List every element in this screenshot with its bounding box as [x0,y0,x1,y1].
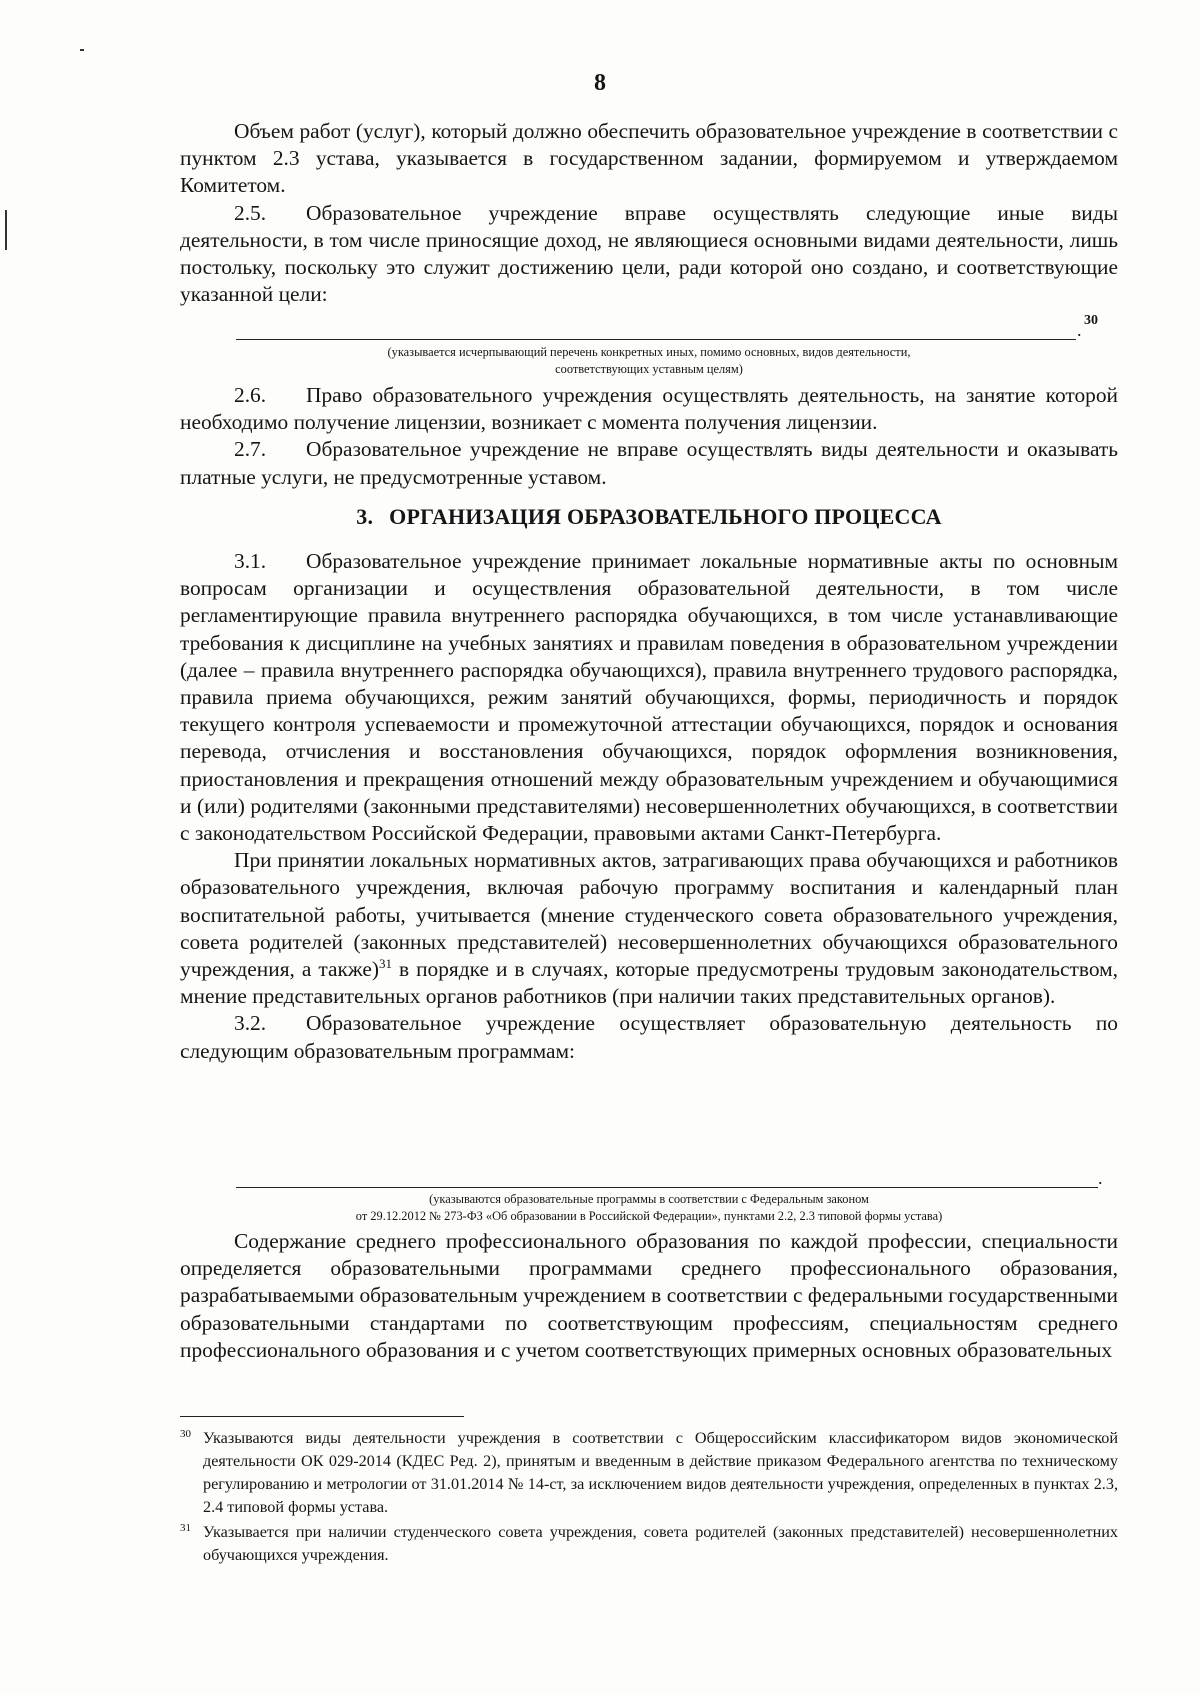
paragraph-text: Образовательное учреждение осуществляет образовательную деятельность по следующим образовательным программам: [180,1011,1118,1063]
paragraph-3-2 [180,1010,1118,1064]
paragraph-text: Образовательное учреждение принимает локальные нормативные акты по основным вопросам организации и осуществления образовательной деятельности, в том числе регламентирующие правила внутреннего распорядка обучающихся, в том числе устанавливающие требования к дисциплине на учебных занятиях и правилам поведения в образовательном учреждении (далее – правила внутреннего распорядка обучающихся), правила внутреннего трудового распорядка, правила приема обучающихся, режим занятий обучающихся, формы, периодичность и порядок текущего контроля успеваемости и промежуточной аттестации обучающихся, порядок и основания перевода, отчисления и восстановления обучающихся, порядок оформления возникновения, приостановления и прекращения отношений между образовательным учреждением и обучающимися и (или) родителями (законными представителями) несовершеннолетних обучающихся, в соответствии с законодательством Российской Федерации, правовыми актами Санкт-Петербурга. [180,549,1118,846]
caption-line: от 29.12.2012 № 273-ФЗ «Об образовании в Российской Федерации», пунктами 2.2, 2.3 типовой формы устава) [355,1209,943,1223]
fill-in-end-mark: . [1077,320,1082,340]
body-block-1 [180,118,1118,308]
page-number: 8 [594,70,606,96]
caption-line: соответствующих уставным целям) [555,362,743,376]
body-block-3 [180,548,1118,1065]
paragraph-2-6 [180,382,1118,436]
paragraph-text: в порядке и в случаях, которые предусмотрены трудовым законодательством, мнение представительных органов работников (при наличии таких представительных органов). [180,957,1119,1009]
footnote-mark: 30 [180,1428,191,1440]
fill-in-end-mark: . [1098,1168,1103,1188]
paragraph-text: Образовательное учреждение вправе осуществлять следующие иные виды деятельности, в том числе приносящие доход, не являющиеся основными видами деятельности, лишь постольку, поскольку это служит достижению цели, ради которой оно создано, и соответствующие указанной цели: [180,200,1118,307]
caption-line: (указывается исчерпывающий перечень конкретных иных, помимо основных, видов деятельности, [387,345,911,359]
paragraph-number: 3.2. [234,1011,267,1036]
footnote-ref-30: 30 [1084,313,1098,328]
fill-in-caption-activities [180,344,1118,378]
paragraph-number: 3.1. [234,549,267,573]
paragraph-3-1 [180,548,1118,847]
paragraph-text: Образовательное учреждение не вправе осуществлять виды деятельности и оказывать платные услуги, не предусмотренные уставом. [180,437,1118,489]
paragraph-content: Содержание среднего профессионального образования по каждой профессии, специальности определяется образовательными программами среднего профессионального образования, разрабатываемыми образовательным учреждением в соответствии с федеральными государственными образовательными стандартами по соответствующим профессиям, специальностям среднего профессионального образования и с учетом соответствующих примерных основных образовательных [180,1229,1118,1362]
footnote-ref-31: 31 [378,955,392,971]
paragraph-local-acts [180,847,1118,1010]
footnote-text: Указывается при наличии студенческого совета учреждения, совета родителей (законных представителей) несовершеннолетних обучающихся учреждения. [203,1523,1118,1564]
footnote-mark: 31 [180,1522,191,1534]
caption-line: (указываются образовательные программы в соответствии с Федеральным законом [429,1192,869,1206]
section-number: 3. [356,504,374,529]
fill-in-line-activities [236,339,1076,340]
scan-artifact-edge [5,210,7,250]
paragraph-text: При принятии локальных нормативных актов, затрагивающих права обучающихся и работников образовательного учреждения, включая рабочую программу воспитания и календарный план воспитательной работы, учитывается (мнение студенческого совета образовательного учреждения, совета родителей (законных представителей) несовершеннолетних обучающихся образовательного учреждения, а также) [180,848,1118,982]
footnote-31 [180,1521,1118,1567]
paragraph-number: 2.6. [234,383,267,407]
paragraph-number: 2.5. [234,200,267,225]
footnotes [180,1427,1118,1567]
paragraph-2-5 [180,200,1118,309]
fill-in-line-programs [236,1187,1098,1188]
section-heading [180,504,1118,530]
body-block-2 [180,382,1118,491]
section-title: ОРГАНИЗАЦИЯ ОБРАЗОВАТЕЛЬНОГО ПРОЦЕССА [389,504,942,529]
body-block-4 [180,1228,1118,1364]
paragraph-intro: Объем работ (услуг), который должно обеспечить образовательное учреждение в соответствии с пунктом 2.3 устава, указывается в государственном задании, формируемом и утверждаемом Комитетом. [180,119,1118,198]
fill-in-caption-programs [180,1191,1118,1225]
footnote-30 [180,1427,1118,1519]
footnote-divider [180,1416,464,1417]
paragraph-number: 2.7. [234,437,267,462]
paragraph-text: Право образовательного учреждения осуществлять деятельность, на занятие которой необходимо получение лицензии, возникает с момента получения лицензии. [180,383,1118,435]
scan-artifact-dot [80,49,84,51]
paragraph-2-7 [180,436,1118,490]
footnote-text: Указываются виды деятельности учреждения в соответствии с Общероссийским классификатором видов экономической деятельности ОК 029-2014 (КДЕС Ред. 2), принятым и введенным в действие приказом Федерального агентства по техническому регулированию и метрологии от 31.01.2014 № 14-ст, за исключением видов деятельности учреждения, определенных в пунктах 2.3, 2.4 типовой формы устава. [203,1429,1118,1516]
